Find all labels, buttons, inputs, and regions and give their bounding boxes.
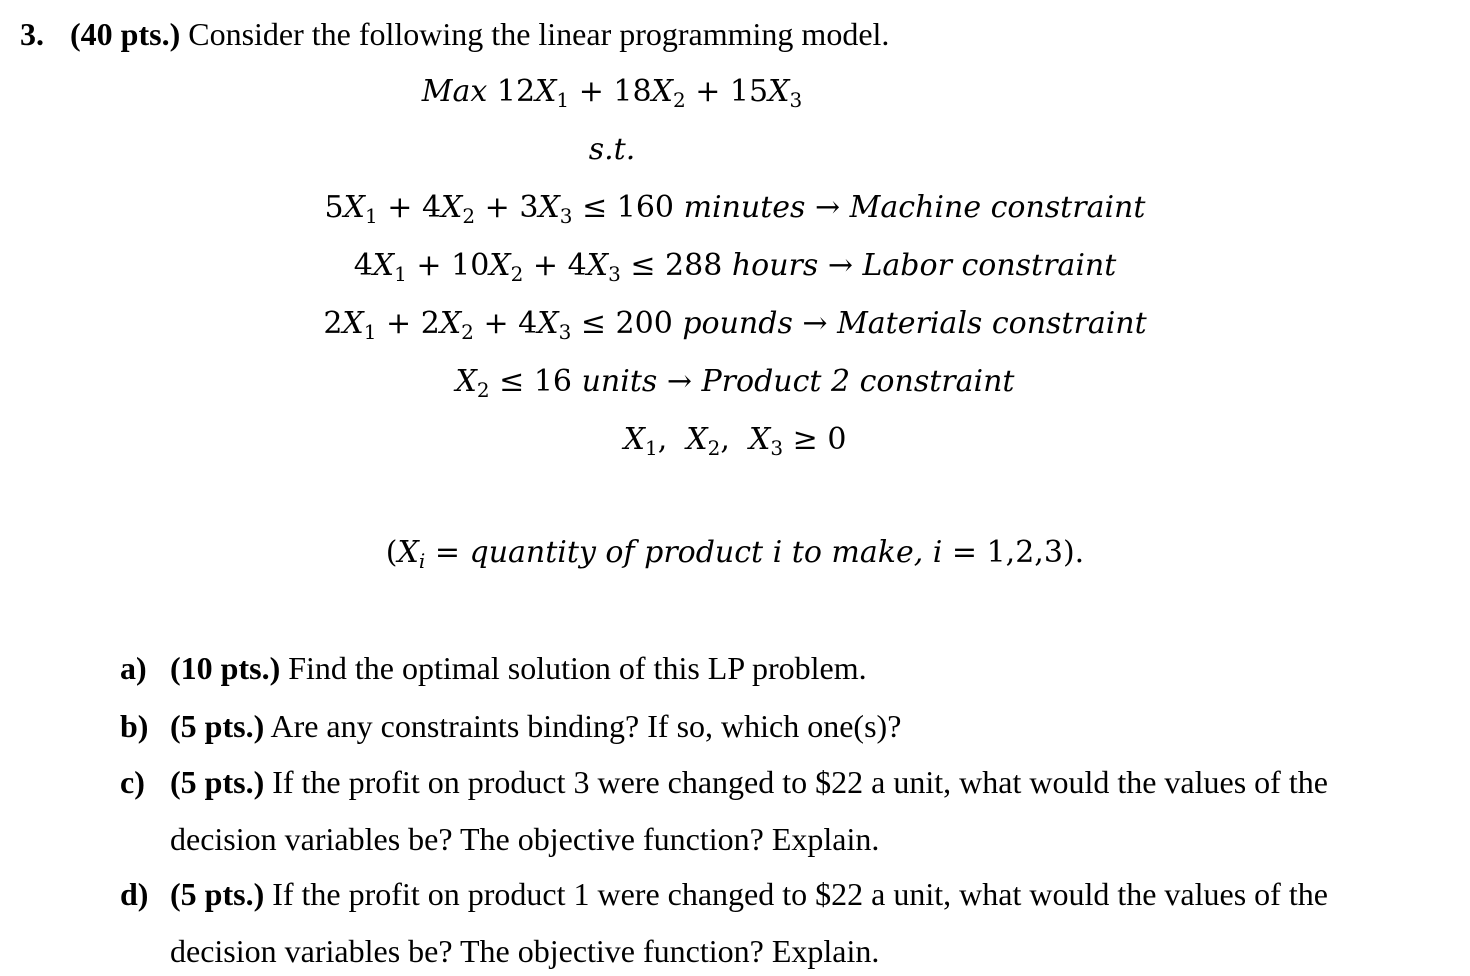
max-label: Max — [421, 74, 488, 109]
question-b — [120, 706, 901, 746]
question-a — [120, 648, 867, 688]
question-b-points: (5 pts.) — [170, 708, 265, 744]
question-a-points: (10 pts.) — [170, 650, 281, 686]
obj-coef-3: 15 — [729, 74, 769, 109]
question-b-label: b) — [120, 708, 149, 744]
question-c-text-line2: decision variables be? The objective function? Explain. — [170, 821, 880, 857]
var-x1: X — [535, 74, 557, 109]
objective-function: Max $12X_1 + 18X_2 + 15X_3$ — [421, 74, 803, 112]
question-c-points: (5 pts.) — [170, 764, 265, 800]
materials-constraint: $2X_1 + 2X_2 + 4X_3 \le 200$ pounds → Materials constraint — [323, 306, 1147, 344]
labor-constraint: $4X_1 + 10X_2 + 4X_3 \le 288$ hours → Labor constraint — [353, 248, 1117, 286]
product2-constraint: $X_2 \le 16$ units → Product 2 constraint — [455, 364, 1015, 402]
question-b-text: Are any constraints binding? If so, which one(s)? — [270, 708, 902, 744]
obj-coef-1: 12 — [496, 74, 536, 109]
problem-points: (40 pts.) — [70, 16, 181, 52]
plus-sign: + — [695, 74, 721, 109]
var-x3: X — [768, 74, 790, 109]
question-a-label: a) — [120, 650, 147, 686]
question-d-text-line2: decision variables be? The objective function? Explain. — [170, 933, 880, 969]
question-d-label: d) — [120, 876, 149, 912]
question-c-label: c) — [120, 764, 145, 800]
problem-header — [20, 14, 889, 54]
machine-constraint: $5X_1 + 4X_2 + 3X_3 \le 160$ minutes → Machine constraint — [324, 190, 1146, 228]
problem-number: 3. — [20, 16, 44, 52]
subject-to-label: s.t. — [588, 132, 636, 167]
question-d-text-line1: If the profit on product 1 were changed to $22 a unit, what would the values of the — [272, 876, 1328, 912]
question-c-text-line1: If the profit on product 3 were changed to $22 a unit, what would the values of the — [272, 764, 1328, 800]
problem-intro: Consider the following the linear programming model. — [188, 16, 890, 52]
question-c — [120, 762, 1410, 859]
variable-definition: ($X_i$ = quantity of product i to make, i = 1,2,3). — [385, 535, 1085, 573]
var-x2: X — [651, 74, 673, 109]
plus-sign: + — [578, 74, 604, 109]
nonnegativity-constraint: $X_1$, $X_2$, $X_3 \ge 0$ — [623, 422, 847, 460]
question-d — [120, 874, 1410, 971]
question-d-points: (5 pts.) — [170, 876, 265, 912]
question-a-text: Find the optimal solution of this LP problem. — [288, 650, 867, 686]
obj-coef-2: 18 — [613, 74, 652, 109]
